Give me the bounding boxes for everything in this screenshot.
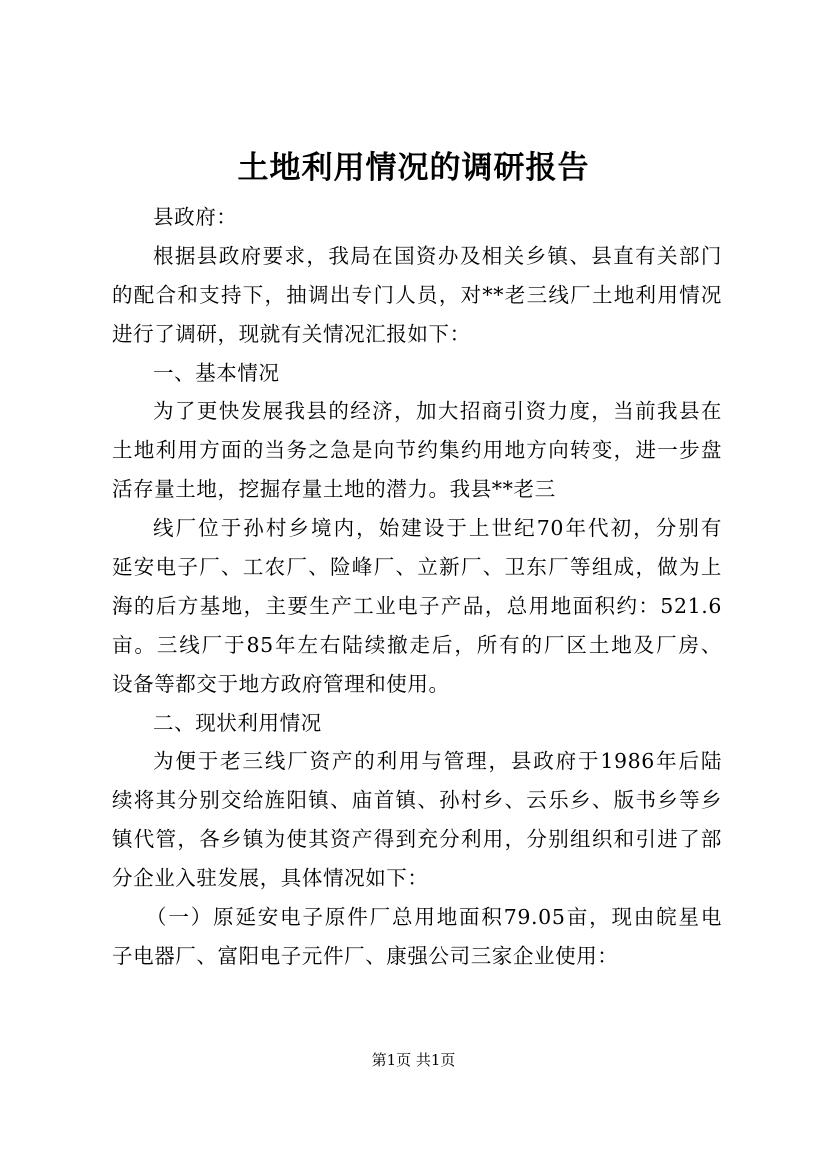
- paragraph-line: 根据县政府要求，我局在国资办及相关乡镇、县直有关部门: [153, 243, 722, 268]
- paragraph-line: 进行了调研，现就有关情况汇报如下：: [112, 321, 471, 346]
- paragraph-line: 线厂位于孙村乡境内，始建设于上世纪70年代初，分别有: [153, 516, 722, 541]
- paragraph-line: 延安电子厂、工农厂、险峰厂、立新厂、卫东厂等组成，做为上: [112, 555, 722, 580]
- document-body: [112, 198, 722, 976]
- paragraph-line: 为了更快发展我县的经济，加大招商引资力度，当前我县在: [153, 399, 722, 424]
- paragraph-line: 设备等都交于地方政府管理和使用。: [112, 671, 450, 696]
- section-heading: 一、基本情况: [153, 360, 280, 385]
- page-number-footer: 第1页 共1页: [371, 1051, 456, 1069]
- paragraph-line: 活存量土地，挖掘存量土地的潜力。我县**老三: [112, 477, 556, 502]
- paragraph-line: 的配合和支持下，抽调出专门人员，对**老三线厂土地利用情况: [112, 282, 722, 307]
- salutation-line: 县政府：: [153, 205, 238, 229]
- paragraph-line: 子电器厂、富阳电子元件厂、康强公司三家企业使用：: [112, 943, 619, 968]
- paragraph-line: （一）原延安电子原件厂总用地面积79.05亩，现由皖星电: [146, 905, 722, 930]
- paragraph-line: 海的后方基地，主要生产工业电子产品，总用地面积约：521.6: [112, 593, 722, 618]
- paragraph-line: 亩。三线厂于85年左右陆续撤走后，所有的厂区土地及厂房、: [112, 632, 722, 657]
- paragraph-line: 土地利用方面的当务之急是向节约集约用地方向转变，进一步盘: [112, 438, 722, 463]
- paragraph-line: 分企业入驻发展，具体情况如下：: [112, 866, 429, 891]
- paragraph-line: 为便于老三线厂资产的利用与管理，县政府于1986年后陆: [153, 749, 722, 774]
- paragraph-line: 镇代管，各乡镇为使其资产得到充分利用，分别组织和引进了部: [112, 827, 722, 852]
- document-title: 土地利用情况的调研报告: [237, 150, 590, 186]
- paragraph-line: 续将其分别交给旌阳镇、庙首镇、孙村乡、云乐乡、版书乡等乡: [112, 788, 722, 813]
- section-heading: 二、现状利用情况: [153, 710, 322, 735]
